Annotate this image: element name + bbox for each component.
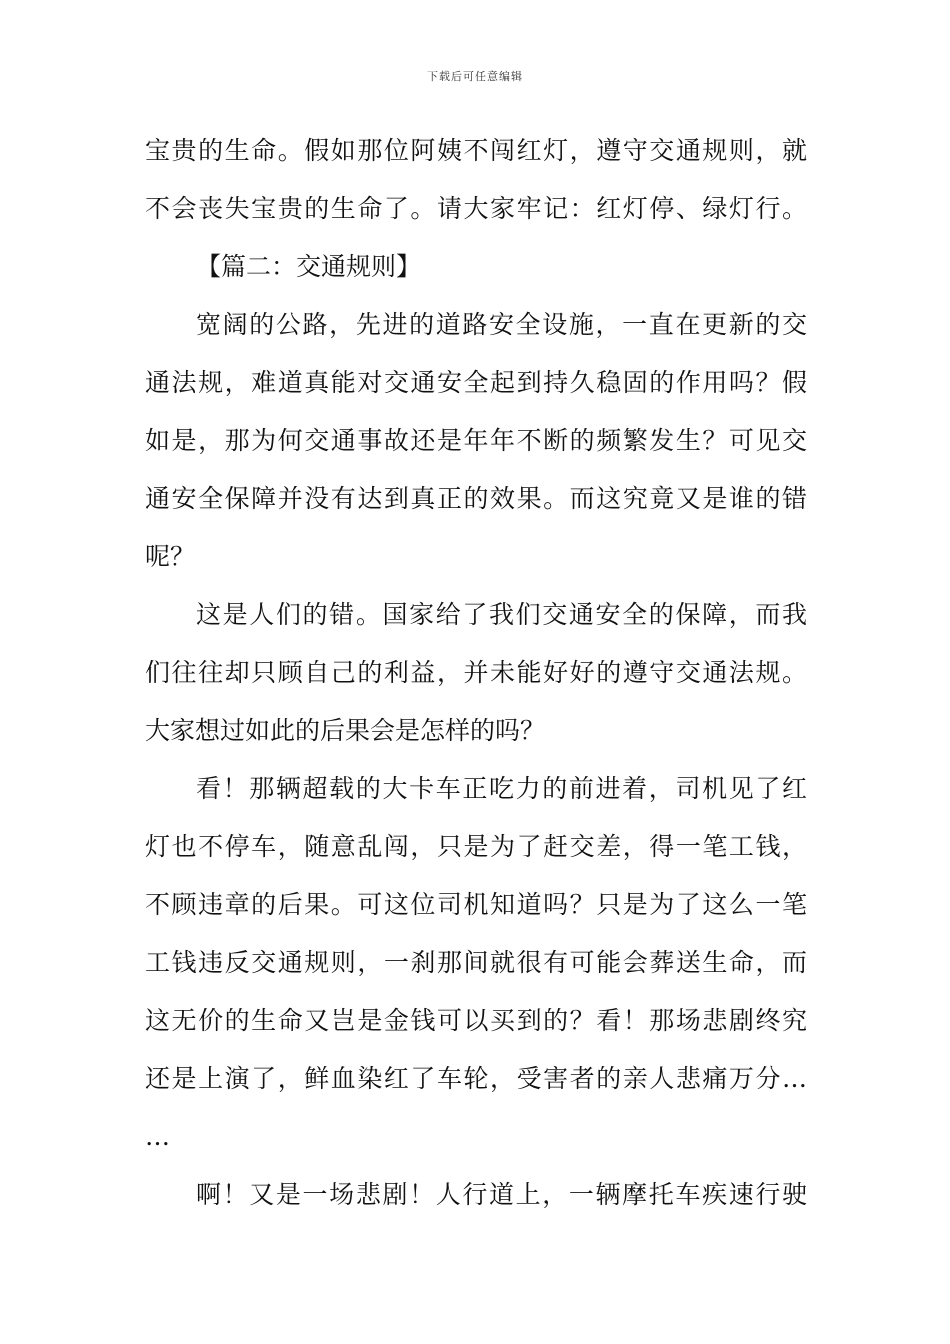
text-line: 大家想过如此的后果会是怎样的吗？: [145, 716, 546, 745]
text-line: 如是，那为何交通事故还是年年不断的频繁发生？可见交: [145, 426, 807, 455]
document-body: [145, 122, 807, 1224]
text-line: 们往往却只顾自己的利益，并未能好好的遵守交通法规。: [145, 658, 807, 687]
text-line: 宽阔的公路，先进的道路安全设施，一直在更新的交: [196, 310, 807, 339]
text-line: 通安全保障并没有达到真正的效果。而这究竟又是谁的错: [145, 484, 807, 513]
text-line: 啊！又是一场悲剧！人行道上，一辆摩托车疾速行驶: [196, 1180, 807, 1209]
text-line: 呢？: [145, 542, 196, 571]
text-line: 看！那辆超载的大卡车正吃力的前进着，司机见了红: [196, 774, 807, 803]
text-line: 不会丧失宝贵的生命了。请大家牢记：红灯停、绿灯行。: [145, 194, 807, 223]
text-line: 这无价的生命又岂是金钱可以买到的？看！那场悲剧终究: [145, 1006, 807, 1035]
text-line: 通法规，难道真能对交通安全起到持久稳固的作用吗？假: [145, 368, 807, 397]
text-line: 还是上演了，鲜血染红了车轮，受害者的亲人悲痛万分…: [145, 1064, 807, 1093]
page-header: 下载后可任意编辑: [427, 70, 523, 83]
text-line: …: [145, 1122, 170, 1151]
text-line: 灯也不停车，随意乱闯，只是为了赶交差，得一笔工钱，: [145, 832, 807, 861]
text-line: 这是人们的错。国家给了我们交通安全的保障，而我: [196, 600, 807, 629]
text-line: 不顾违章的后果。可这位司机知道吗？只是为了这么一笔: [145, 890, 807, 919]
text-line: 工钱违反交通规则，一刹那间就很有可能会葬送生命，而: [145, 948, 807, 977]
section-heading: 【篇二：交通规则】: [196, 252, 422, 281]
text-line: 宝贵的生命。假如那位阿姨不闯红灯，遵守交通规则，就: [145, 136, 807, 165]
